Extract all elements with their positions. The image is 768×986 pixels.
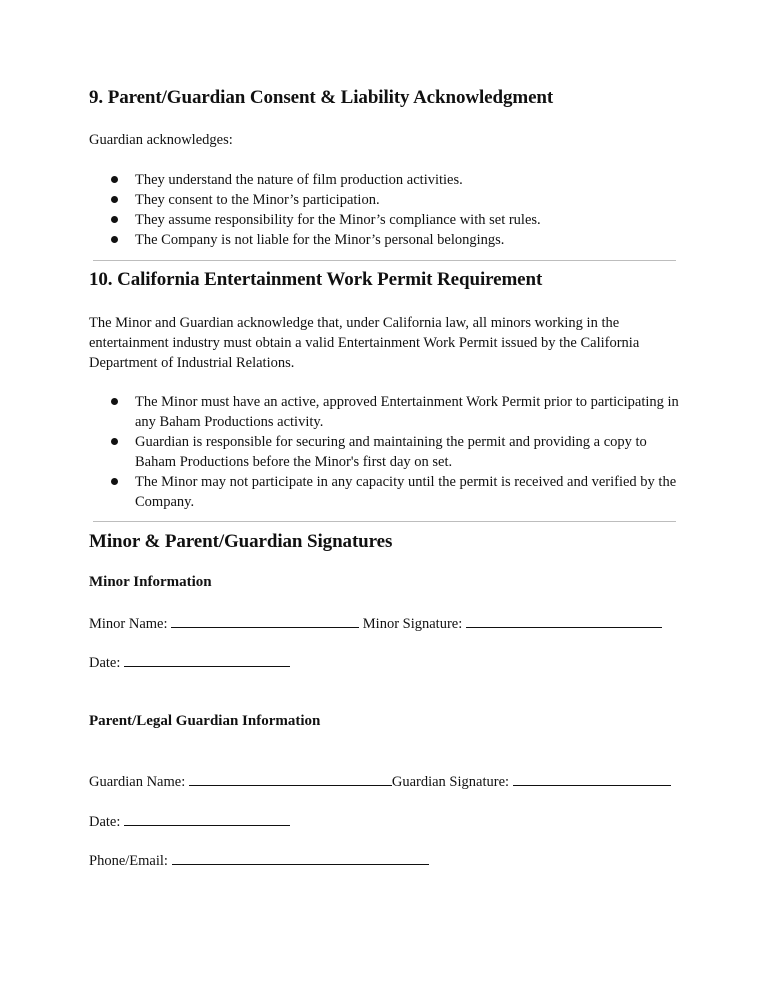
list-item: The Minor may not participate in any capacity until the permit is received and verified by the Company.	[111, 472, 681, 512]
guardian-signature-field[interactable]	[513, 771, 671, 786]
section-9-intro: Guardian acknowledges:	[89, 132, 233, 148]
guardian-signature-label: Guardian Signature:	[391, 774, 510, 790]
bullet-icon	[111, 236, 118, 243]
guardian-name-row	[89, 771, 671, 792]
section-10-heading: 10. California Entertainment Work Permit Requirement	[89, 269, 543, 290]
guardian-date-field[interactable]	[124, 811, 290, 826]
minor-date-row	[89, 652, 290, 673]
section-10-paragraph: The Minor and Guardian acknowledge that, under California law, all minors working in the entertainment industry must obtain a valid Entertainment Work Permit issued by the California Department of Industrial Relations.	[89, 315, 640, 371]
minor-name-row	[89, 613, 662, 634]
signatures-heading: Minor & Parent/Guardian Signatures	[89, 531, 393, 552]
minor-signature-label: Minor Signature:	[362, 616, 463, 632]
phone-email-field[interactable]	[172, 850, 429, 865]
guardian-info-heading: Parent/Legal Guardian Information	[89, 713, 321, 729]
minor-date-field[interactable]	[124, 652, 290, 667]
minor-info-heading: Minor Information	[89, 574, 212, 590]
bullet-icon	[111, 438, 118, 445]
list-item: Guardian is responsible for securing and maintaining the permit and providing a copy to Baham Productions before the Minor's first day on set.	[111, 432, 681, 472]
guardian-date-label: Date:	[89, 814, 121, 830]
phone-email-label: Phone/Email:	[89, 853, 168, 869]
guardian-date-row	[89, 811, 290, 832]
list-item: They consent to the Minor’s participation.	[111, 190, 681, 210]
bullet-icon	[111, 196, 118, 203]
section-divider	[93, 260, 676, 261]
list-item: They understand the nature of film production activities.	[111, 170, 681, 190]
section-10-bullet-list	[111, 392, 681, 512]
minor-signature-field[interactable]	[466, 613, 662, 628]
bullet-icon	[111, 478, 118, 485]
minor-name-field[interactable]	[171, 613, 359, 628]
section-9-bullet-list	[111, 170, 681, 250]
bullet-icon	[111, 216, 118, 223]
section-divider	[93, 521, 676, 522]
phone-email-row	[89, 850, 429, 871]
guardian-name-field[interactable]	[189, 771, 392, 786]
minor-name-label: Minor Name:	[89, 616, 168, 632]
list-item: They assume responsibility for the Minor’s compliance with set rules.	[111, 210, 681, 230]
list-item: The Minor must have an active, approved Entertainment Work Permit prior to participating in any Baham Productions activity.	[111, 392, 681, 432]
guardian-name-label: Guardian Name:	[89, 774, 186, 790]
list-item: The Company is not liable for the Minor’s personal belongings.	[111, 230, 681, 250]
bullet-icon	[111, 398, 118, 405]
minor-date-label: Date:	[89, 655, 121, 671]
section-9-heading: 9. Parent/Guardian Consent & Liability Acknowledgment	[89, 87, 554, 108]
bullet-icon	[111, 176, 118, 183]
